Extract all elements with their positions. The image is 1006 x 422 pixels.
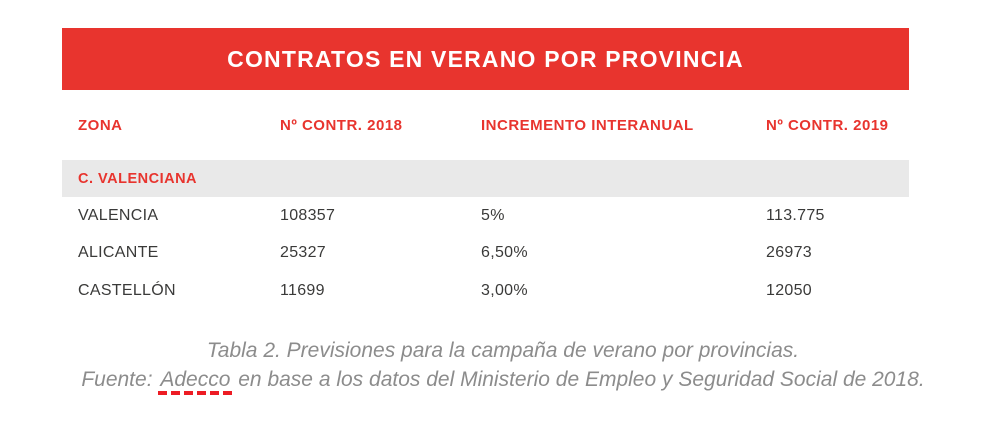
province-contracts-table [62, 28, 909, 310]
header-incremento: INCREMENTO INTERANUAL [481, 116, 694, 134]
table-header-row [62, 90, 909, 160]
cell-contr-2018: 11699 [280, 281, 325, 299]
cell-incremento: 6,50% [481, 244, 528, 262]
table-title-bar [62, 28, 909, 90]
cell-zona: ALICANTE [78, 244, 159, 262]
cell-contr-2018: 108357 [280, 206, 336, 224]
table-title: CONTRATOS EN VERANO POR PROVINCIA [227, 45, 744, 72]
cell-contr-2019: 12050 [766, 281, 812, 299]
table-row-valencia [62, 197, 909, 235]
header-contr-2019: Nº CONTR. 2019 [766, 116, 889, 134]
caption-source-prefix: Fuente: [81, 368, 159, 391]
cell-zona: CASTELLÓN [78, 281, 176, 299]
caption-line-1: Tabla 2. Previsiones para la campaña de verano por provincias. [206, 339, 800, 362]
caption-line-2 [0, 365, 1006, 394]
cell-incremento: 3,00% [481, 281, 528, 299]
cell-contr-2019: 113.775 [766, 206, 825, 224]
section-label: C. VALENCIANA [78, 170, 198, 187]
section-row-c-valenciana [62, 160, 909, 197]
header-zona: ZONA [78, 116, 123, 134]
cell-contr-2018: 25327 [280, 244, 326, 262]
header-contr-2018: Nº CONTR. 2018 [280, 116, 403, 134]
table-row-alicante [62, 235, 909, 273]
caption-source-suffix: en base a los datos del Ministerio de Empleo y Seguridad Social de 2018. [232, 368, 925, 391]
cell-incremento: 5% [481, 206, 505, 224]
caption-adecco-underlined: Adecco [158, 368, 232, 395]
table-caption [0, 336, 1006, 394]
cell-zona: VALENCIA [78, 206, 159, 224]
table-row-castellon [62, 272, 909, 310]
cell-contr-2019: 26973 [766, 244, 812, 262]
